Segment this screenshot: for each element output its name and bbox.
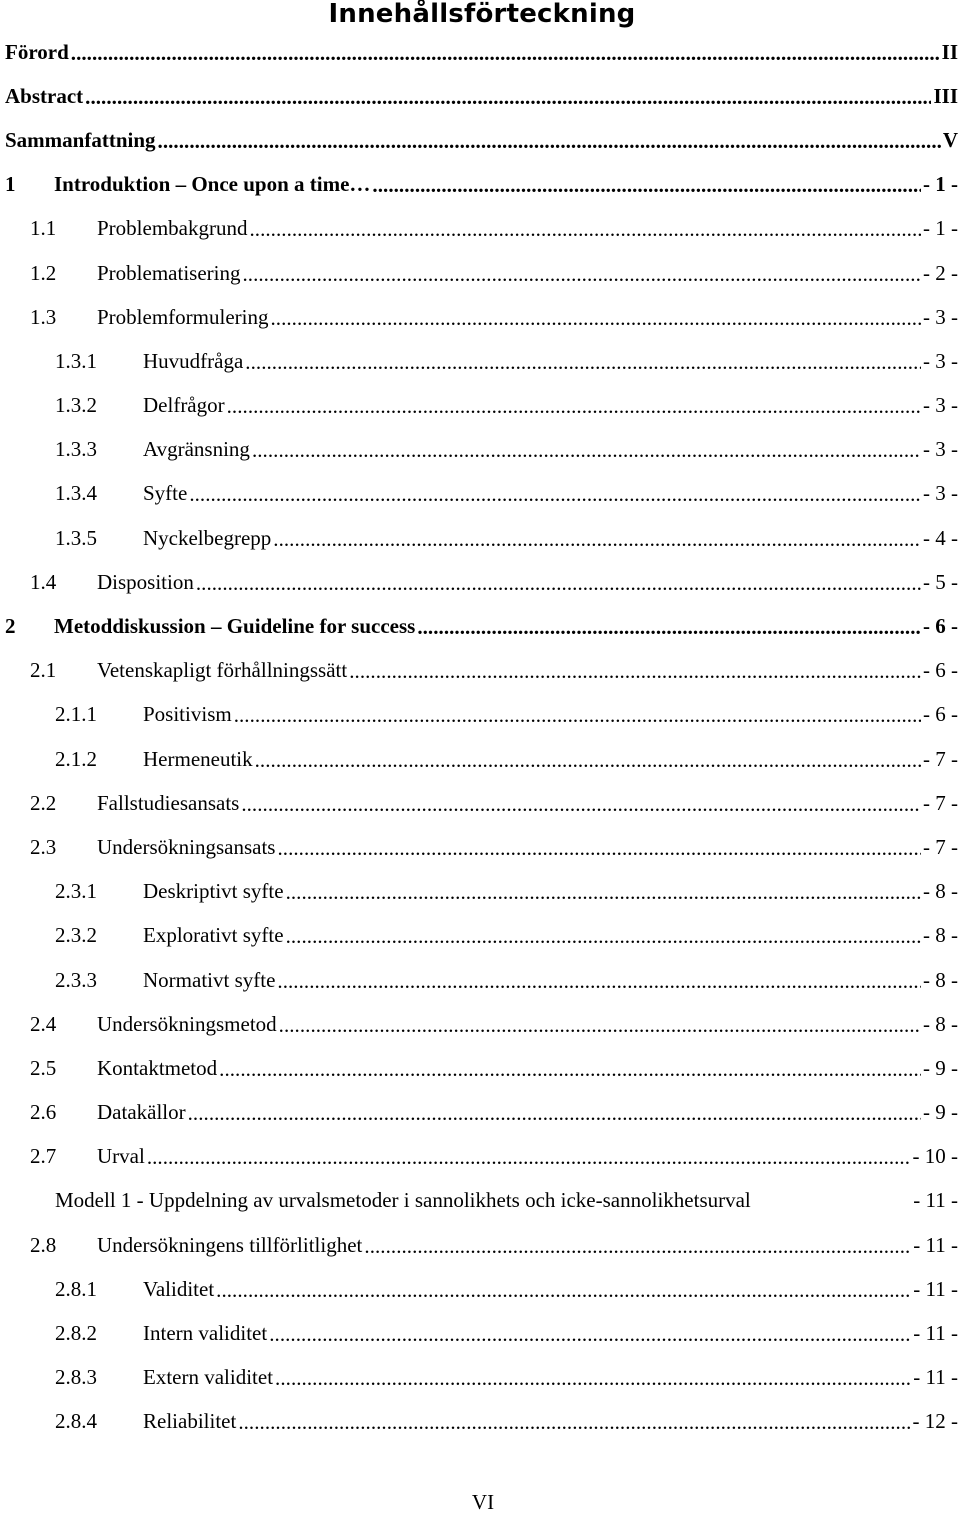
toc-entry-page: - 10 - [912,1144,958,1169]
toc-dot-leader [277,838,921,859]
toc-entry-number: 2.8.4 [55,1409,97,1434]
toc-entry-title: Syfte [143,481,188,506]
toc-entry[interactable] [0,207,960,251]
toc-entry-page: - 7 - [923,746,958,771]
toc-entry-number: 2.4 [30,1011,57,1036]
toc-entry[interactable] [0,74,960,118]
toc-dot-leader [286,882,921,903]
toc-entry-title: Undersökningsmetod [97,1011,277,1036]
toc-entry-page: - 8 - [923,879,958,904]
toc-entry-number: 1.3 [30,304,57,329]
toc-entry[interactable] [0,1311,960,1355]
toc-entry-number: 2.8.2 [55,1321,97,1346]
toc-entry-page: - 8 - [923,1011,958,1036]
toc-dot-leader [252,440,921,461]
toc-entry[interactable] [0,1135,960,1179]
toc-entry[interactable] [0,1267,960,1311]
toc-dot-leader [234,705,921,726]
toc-entry-title: Förord [5,39,69,64]
toc-entry-title: Delfrågor [143,393,225,418]
toc-entry-page: - 3 - [923,348,958,373]
toc-entry[interactable] [0,1091,960,1135]
toc-entry[interactable] [0,516,960,560]
toc-entry[interactable] [0,958,960,1002]
toc-entry-number: 2.6 [30,1100,57,1125]
toc-entry-title: Explorativt syfte [143,923,284,948]
toc-entry-number: 2.1 [30,658,57,683]
toc-entry-page: - 6 - [923,702,958,727]
toc-entry[interactable] [0,30,960,74]
toc-dot-leader [216,1280,911,1301]
toc-entry-title: Problemformulering [97,304,269,329]
table-of-contents [0,30,960,1444]
toc-entry-number: 1.1 [30,216,57,241]
toc-entry-page: - 6 - [923,658,958,683]
toc-entry-page: - 9 - [923,1055,958,1080]
toc-entry-title: Undersökningsansats [97,834,276,859]
toc-entry[interactable] [0,604,960,648]
toc-dot-leader [249,219,921,240]
toc-dot-leader [273,529,921,550]
toc-entry-number: 2 [5,614,16,639]
toc-entry[interactable] [0,428,960,472]
toc-entry-number: 2.8.3 [55,1365,97,1390]
toc-entry-title: Urval [97,1144,145,1169]
toc-entry-title: Vetenskapligt förhållningssätt [97,658,348,683]
toc-entry-title: Normativt syfte [143,967,276,992]
toc-entry[interactable] [0,649,960,693]
toc-dot-leader [286,926,921,947]
page-number: VI [471,1490,495,1514]
toc-entry-page: - 3 - [923,393,958,418]
toc-entry-number: 2.5 [30,1055,57,1080]
toc-entry[interactable] [0,1356,960,1400]
toc-entry-page: - 5 - [923,569,958,594]
toc-entry-number: 2.3.3 [55,967,97,992]
toc-dot-leader [189,484,921,505]
toc-entry-title: Huvudfråga [143,348,244,373]
toc-dot-leader [227,396,921,417]
toc-entry-title: Abstract [5,83,84,108]
toc-dot-leader [158,131,941,152]
toc-dot-leader [196,573,921,594]
toc-entry-title: Metoddiskussion – Guideline for success [54,614,416,639]
toc-dot-leader [269,1324,911,1345]
toc-entry-title: Extern validitet [143,1365,274,1390]
toc-entry-number: 2.3 [30,834,57,859]
toc-entry-page: - 11 - [913,1365,958,1390]
toc-entry[interactable] [0,825,960,869]
toc-dot-leader [255,750,921,771]
toc-dot-leader [241,794,921,815]
toc-entry-title: Problembakgrund [97,216,248,241]
toc-entry-title: Modell 1 - Uppdelning av urvalsmetoder i sannolikhets och icke-sannolikhetsurval [55,1188,751,1213]
toc-entry-page: II [941,39,958,64]
toc-dot-leader [275,1368,911,1389]
toc-entry[interactable] [0,914,960,958]
toc-entry-title: Deskriptivt syfte [143,879,284,904]
toc-entry-number: 2.3.2 [55,923,97,948]
toc-entry-page: - 8 - [923,967,958,992]
toc-entry-page: - 3 - [923,481,958,506]
toc-entry-page: - 7 - [923,834,958,859]
toc-entry-title: Nyckelbegrepp [143,525,272,550]
toc-entry-page: - 8 - [923,923,958,948]
toc-entry-number: 1.4 [30,569,57,594]
toc-entry-title: Avgränsning [143,437,250,462]
toc-entry-page: - 1 - [923,216,958,241]
toc-entry-title: Sammanfattning [5,127,156,152]
toc-entry-number: 1.3.5 [55,525,97,550]
toc-entry[interactable] [0,1002,960,1046]
toc-entry-page: - 1 - [923,172,958,197]
toc-entry-number: 2.2 [30,790,57,815]
toc-entry[interactable] [0,693,960,737]
toc-entry[interactable] [0,251,960,295]
toc-entry-title: Undersökningens tillförlitlighet [97,1232,363,1257]
toc-entry-number: 1.3.4 [55,481,97,506]
toc-dot-leader [277,971,921,992]
toc-entry-title: Reliabilitet [143,1409,237,1434]
toc-entry-title: Validitet [143,1276,215,1301]
toc-dot-leader [242,264,921,285]
toc-dot-leader [245,352,921,373]
toc-dot-leader [279,1015,921,1036]
toc-entry-title: Datakällor [97,1100,186,1125]
toc-entry-title: Hermeneutik [143,746,253,771]
toc-entry[interactable] [0,870,960,914]
toc-entry-page: III [933,83,958,108]
toc-entry[interactable] [0,472,960,516]
page-title: Innehållsförteckning [328,0,636,29]
toc-dot-leader [219,1059,921,1080]
toc-dot-leader [349,661,921,682]
toc-entry-number: 2.7 [30,1144,57,1169]
toc-entry-title: Disposition [97,569,194,594]
toc-entry[interactable] [0,1179,960,1223]
toc-dot-leader [85,87,931,108]
toc-dot-leader [147,1147,911,1168]
toc-entry-number: 2.1.1 [55,702,97,727]
toc-entry-number: 2.8 [30,1232,57,1257]
toc-entry-page: - 11 - [913,1188,958,1213]
toc-entry-number: 1.3.2 [55,393,97,418]
toc-entry-number: 2.8.1 [55,1276,97,1301]
toc-entry[interactable] [0,163,960,207]
toc-entry-number: 2.1.2 [55,746,97,771]
toc-entry-page: - 3 - [923,304,958,329]
toc-entry-number: 1 [5,172,16,197]
toc-entry-number: 1.2 [30,260,57,285]
toc-entry[interactable] [0,1223,960,1267]
toc-entry-page: - 4 - [923,525,958,550]
toc-entry[interactable] [0,1400,960,1444]
toc-entry-number: 2.3.1 [55,879,97,904]
toc-dot-leader [417,617,921,638]
toc-entry[interactable] [0,118,960,162]
toc-entry[interactable] [0,295,960,339]
toc-entry-title: Kontaktmetod [97,1055,218,1080]
toc-entry-page: - 12 - [912,1409,958,1434]
toc-entry[interactable] [0,781,960,825]
toc-entry-page: - 2 - [923,260,958,285]
toc-dot-leader [364,1236,911,1257]
toc-entry-page: - 7 - [923,790,958,815]
toc-entry-page: - 6 - [923,614,958,639]
toc-entry[interactable] [0,1046,960,1090]
toc-entry-number: 1.3.3 [55,437,97,462]
toc-dot-leader [372,175,921,196]
toc-entry[interactable] [0,384,960,428]
toc-entry-page: - 3 - [923,437,958,462]
toc-dot-leader [238,1412,910,1433]
toc-entry-title: Fallstudiesansats [97,790,240,815]
toc-entry-page: - 9 - [923,1100,958,1125]
toc-entry-number: 1.3.1 [55,348,97,373]
toc-entry-page: - 11 - [913,1321,958,1346]
toc-entry-title: Introduktion – Once upon a time… [54,172,371,197]
toc-entry-page: V [942,127,958,152]
toc-entry-title: Problematisering [97,260,241,285]
toc-entry[interactable] [0,737,960,781]
toc-entry-title: Positivism [143,702,232,727]
toc-entry-title: Intern validitet [143,1321,268,1346]
toc-entry[interactable] [0,560,960,604]
toc-entry-page: - 11 - [913,1276,958,1301]
toc-dot-leader [188,1103,921,1124]
toc-entry[interactable] [0,339,960,383]
toc-entry-page: - 11 - [913,1232,958,1257]
toc-dot-leader [270,308,921,329]
toc-dot-leader [71,43,940,64]
